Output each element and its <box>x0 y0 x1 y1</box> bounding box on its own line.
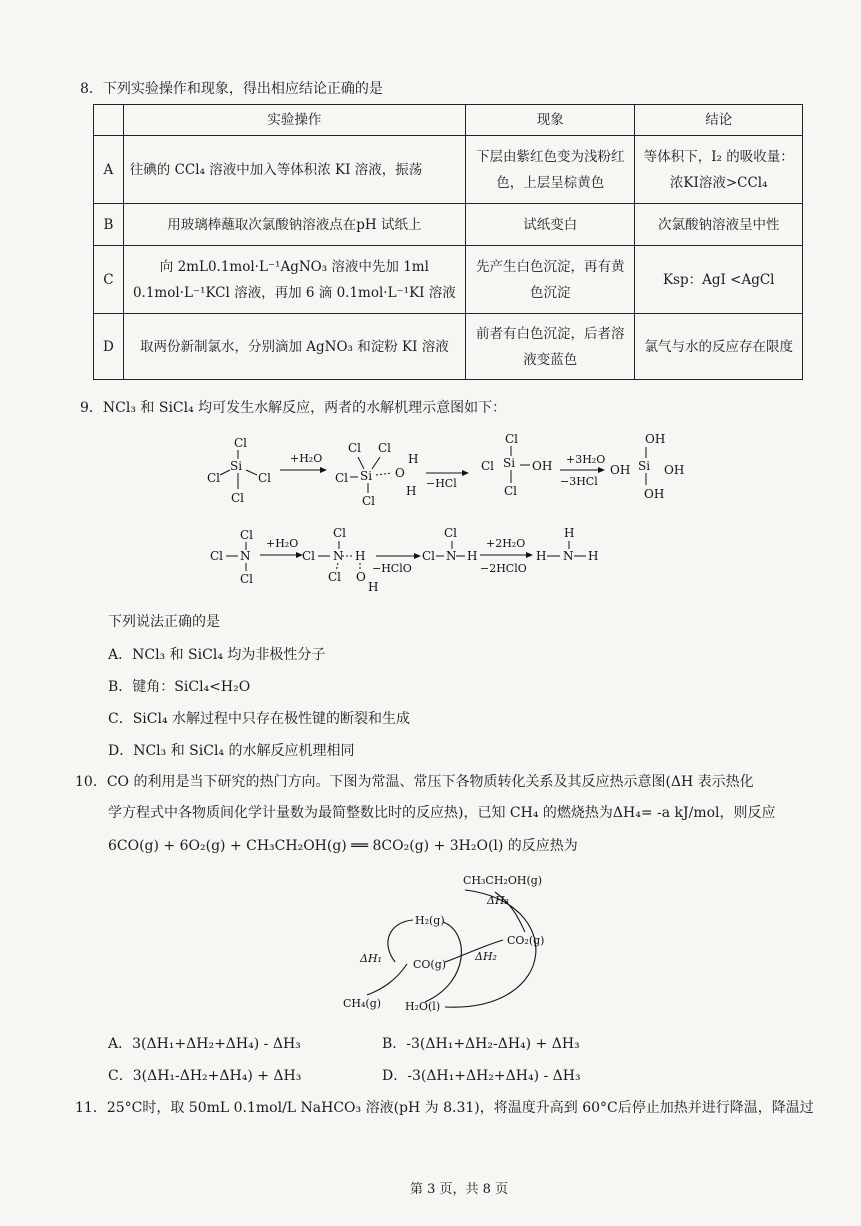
h2o-label: H₂O(l) <box>405 1000 441 1013</box>
atom-label: Cl <box>231 491 245 505</box>
row-conclusion: Ksp：AgI <AgCl <box>635 246 803 314</box>
q10-option-b: B．-3(ΔH₁+ΔH₂-ΔH₄) + ΔH₃ <box>382 1036 580 1052</box>
q10-option-c: C．3(ΔH₁-ΔH₂+ΔH₄) + ΔH₃ <box>108 1068 302 1084</box>
q10-option-a: A．3(ΔH₁+ΔH₂+ΔH₄) - ΔH₃ <box>108 1036 301 1052</box>
row-phenomenon: 下层由紫红色变为浅粉红色，上层呈棕黄色 <box>465 136 635 204</box>
ethanol-label: CH₃CH₂OH(g) <box>463 874 543 887</box>
atom-label: Cl <box>240 572 254 586</box>
hydrolysis-mechanism-diagram <box>200 425 700 605</box>
q9-option-b: B．键角：SiCl₄<H₂O <box>108 679 251 695</box>
atom-label: Cl <box>258 471 272 485</box>
atom-label: H <box>536 549 547 563</box>
q11-stem: 11．25°C时，取 50mL 0.1mol/L NaHCO₃ 溶液(pH 为 8.31)，将温度升高到 60°C后停止加热并进行降温，降温过 <box>75 1100 814 1116</box>
atom-label: Cl <box>481 459 495 473</box>
atom-label: Cl <box>422 549 436 563</box>
reagent-label: +2H₂O <box>486 537 526 550</box>
atom-label: H <box>467 549 478 563</box>
row-op: 取两份新制氯水，分别滴加 AgNO₃ 和淀粉 KI 溶液 <box>123 314 465 380</box>
q10-option-d: D．-3(ΔH₁+ΔH₂+ΔH₄) - ΔH₃ <box>382 1068 581 1084</box>
dh1-label: ΔH₁ <box>360 952 382 965</box>
byproduct-label: −2HClO <box>480 562 527 575</box>
q8-header-conclusion: 结论 <box>635 105 803 136</box>
dh3-label: ΔH₃ <box>487 894 509 907</box>
row-conclusion: 氯气与水的反应存在限度 <box>635 314 803 380</box>
atom-label: Cl <box>504 484 518 498</box>
row-op: 向 2mL0.1mol·L⁻¹AgNO₃ 溶液中先加 1ml 0.1mol·L⁻¹KCl 溶液，再加 6 滴 0.1mol·L⁻¹KI 溶液 <box>123 246 465 314</box>
atom-label: N <box>563 549 574 563</box>
byproduct-label: −HClO <box>372 562 412 575</box>
atom-label: Si <box>503 456 516 470</box>
table-row <box>94 136 803 204</box>
q8-header-op: 实验操作 <box>123 105 465 136</box>
byproduct-label: −3HCl <box>560 475 598 488</box>
atom-label: Cl <box>444 526 458 540</box>
q10-stem-1: 10．CO 的利用是当下研究的热门方向。下图为常温、常压下各物质转化关系及其反应热示意图(ΔH 表示热化 <box>75 774 754 790</box>
q8-table <box>93 104 803 380</box>
q10-stem-2: 学方程式中各物质间化学计量数为最简整数比时的反应热)，已知 CH₄ 的燃烧热为ΔH₄= -a kJ/mol，则反应 <box>108 805 776 821</box>
atom-label: OH <box>644 487 665 501</box>
q8-header-phenomenon: 现象 <box>465 105 635 136</box>
atom-label: OH <box>645 432 666 446</box>
row-op: 用玻璃棒蘸取次氯酸钠溶液点在pH 试纸上 <box>123 204 465 246</box>
reagent-label: +3H₂O <box>566 453 606 466</box>
row-conclusion: 次氯酸钠溶液呈中性 <box>635 204 803 246</box>
q9-option-d: D．NCl₃ 和 SiCl₄ 的水解反应机理相同 <box>108 743 355 759</box>
atom-label: Si <box>638 459 651 473</box>
sicl4-mechanism <box>207 432 684 508</box>
atom-label: Cl <box>302 549 316 563</box>
atom-label: Cl <box>328 570 342 584</box>
page-footer: 第 3 页，共 8 页 <box>410 1182 509 1197</box>
co-label: CO(g) <box>413 958 447 971</box>
row-phenomenon: 前者有白色沉淀，后者溶液变蓝色 <box>465 314 635 380</box>
atom-label: OH <box>610 463 631 477</box>
atom-label: H <box>564 526 575 540</box>
row-label: D <box>94 314 124 380</box>
q8-header-row <box>94 105 803 136</box>
co-conversion-diagram <box>335 862 575 1022</box>
atom-label: H <box>588 549 599 563</box>
atom-label: OH <box>532 459 553 473</box>
atom-label: Cl <box>333 526 347 540</box>
arc-ethanol-h2o <box>445 890 536 1007</box>
ch4-label: CH₄(g) <box>343 997 382 1010</box>
atom-label: Cl <box>234 436 248 450</box>
atom-label: Si <box>360 469 373 483</box>
atom-label: Cl <box>505 432 519 446</box>
atom-label: H <box>368 580 379 594</box>
arc-co-ch4 <box>367 964 407 995</box>
ncl3-mechanism <box>210 526 598 594</box>
atom-label: N <box>240 549 251 563</box>
q8-header-blank <box>94 105 124 136</box>
atom-label: OH <box>664 463 685 477</box>
dh2-label: ΔH₂ <box>475 950 497 963</box>
row-label: B <box>94 204 124 246</box>
atom-label: Cl <box>335 471 349 485</box>
row-label: A <box>94 136 124 204</box>
q9-option-c: C．SiCl₄ 水解过程中只存在极性键的断裂和生成 <box>108 711 411 727</box>
atom-label: Cl <box>378 441 392 455</box>
atom-label: Cl <box>207 471 221 485</box>
atom-label: H <box>408 452 419 466</box>
row-phenomenon: 试纸变白 <box>465 204 635 246</box>
atom-label: Cl <box>210 549 224 563</box>
row-phenomenon: 先产生白色沉淀，再有黄色沉淀 <box>465 246 635 314</box>
h2-label: H₂(g) <box>415 914 445 927</box>
co2-label: CO₂(g) <box>507 934 545 947</box>
q8-stem: 8．下列实验操作和现象，得出相应结论正确的是 <box>80 81 383 97</box>
q10-equation: 6CO(g) + 6O₂(g) + CH₃CH₂OH(g) ══ 8CO₂(g) + 3H₂O(l) 的反应热为 <box>108 838 578 854</box>
arc-co-h2 <box>388 920 413 962</box>
table-row <box>94 314 803 380</box>
row-label: C <box>94 246 124 314</box>
atom-label: H <box>406 484 417 498</box>
reagent-label: +H₂O <box>290 452 323 465</box>
atom-label: O <box>356 570 366 584</box>
atom-label: Cl <box>362 494 376 508</box>
byproduct-label: −HCl <box>426 477 457 490</box>
q9-option-a: A．NCl₃ 和 SiCl₄ 均为非极性分子 <box>108 647 326 663</box>
reagent-label: +H₂O <box>266 537 299 550</box>
atom-label: N <box>333 549 344 563</box>
row-op: 往碘的 CCl₄ 溶液中加入等体积浓 KI 溶液，振荡 <box>123 136 465 204</box>
table-row <box>94 246 803 314</box>
row-conclusion: 等体积下，I₂ 的吸收量：浓KI溶液>CCl₄ <box>635 136 803 204</box>
table-row <box>94 204 803 246</box>
q9-prompt: 下列说法正确的是 <box>108 614 220 630</box>
atom-label: Cl <box>348 441 362 455</box>
atom-label: H <box>355 549 366 563</box>
atom-label: Si <box>230 459 243 473</box>
atom-label: Cl <box>240 528 254 542</box>
q9-stem: 9．NCl₃ 和 SiCl₄ 均可发生水解反应，两者的水解机理示意图如下： <box>80 400 507 416</box>
atom-label: N <box>446 549 457 563</box>
atom-label: O <box>395 466 405 480</box>
